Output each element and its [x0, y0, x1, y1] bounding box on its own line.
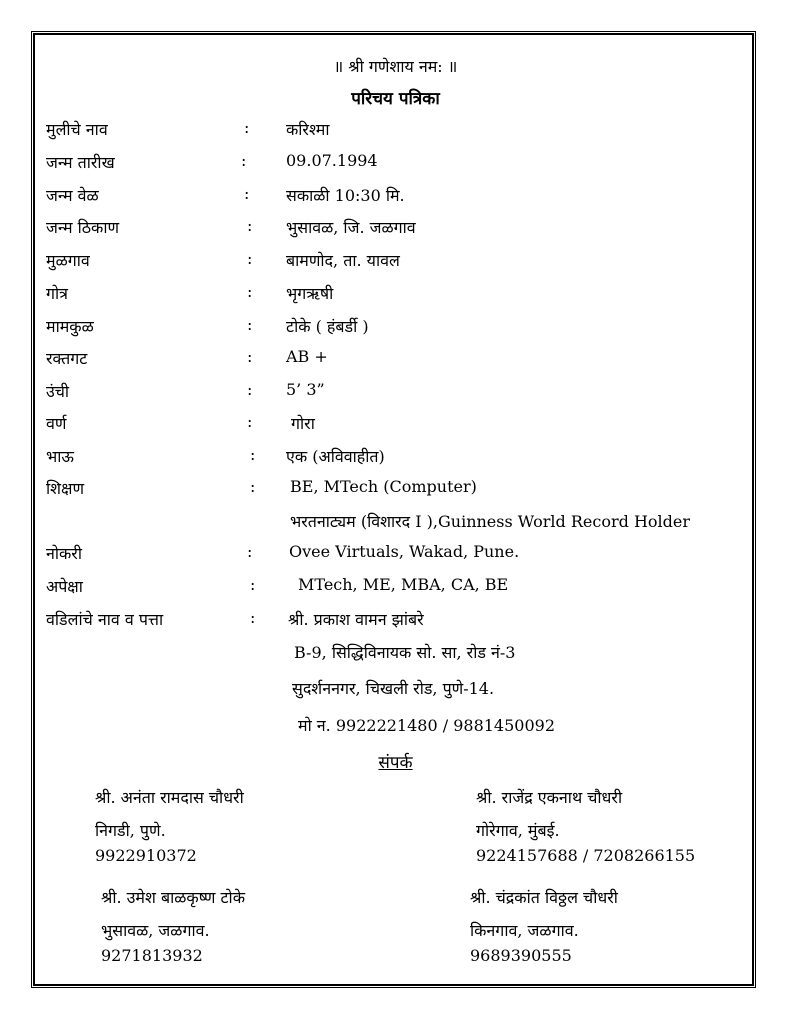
detail-value: BE, MTech (Computer) [290, 477, 477, 496]
detail-label: गोत्र [46, 284, 68, 303]
contact-card [95, 786, 244, 873]
detail-row-education [0, 477, 791, 503]
detail-colon: : [247, 282, 253, 301]
address-phone: मो न. 9922221480 / 9881450092 [298, 716, 556, 735]
education-extra: भरतनाट्यम (विशारद I ),Guinness World Record Holder [290, 512, 691, 531]
detail-value: करिश्मा [286, 120, 330, 139]
detail-colon: : [250, 477, 256, 496]
detail-label: नोकरी [46, 544, 83, 563]
contact-name: श्री. चंद्रकांत विठ्ठल चौधरी [470, 888, 618, 907]
contact-place: निगडी, पुणे. [95, 821, 166, 840]
document-title: परिचय पत्रिका [351, 89, 440, 109]
detail-label: वडिलांचे नाव व पत्ता [46, 610, 164, 629]
invocation-line: ॥ श्री गणेशाय नम: ॥ [333, 57, 458, 76]
contact-phone: 9689390555 [470, 946, 572, 965]
detail-colon: : [250, 608, 256, 627]
detail-value: बामणोद, ता. यावल [286, 251, 400, 270]
contact-place: भुसावळ, जळगाव. [101, 921, 210, 940]
detail-value: सकाळी 10:30 मि. [286, 186, 405, 205]
detail-label: जन्म वेळ [46, 186, 99, 205]
detail-label: उंची [46, 382, 70, 401]
detail-label: रक्तगट [46, 349, 88, 368]
detail-colon: : [244, 118, 250, 137]
detail-label: जन्म ठिकाण [46, 218, 120, 237]
contact-place: गोरेगाव, मुंबई. [476, 821, 560, 840]
detail-label: अपेक्षा [46, 577, 83, 596]
contacts-heading [0, 750, 791, 773]
contact-card [470, 886, 618, 973]
contact-name: श्री. उमेश बाळकृष्ण टोके [101, 888, 245, 907]
detail-colon: : [250, 445, 256, 464]
detail-label: शिक्षण [46, 479, 85, 498]
contact-place: किनगाव, जळगाव. [470, 921, 579, 940]
detail-row-birth-place [0, 216, 791, 242]
detail-colon: : [244, 184, 250, 203]
detail-colon: : [247, 412, 253, 431]
detail-row-native-village [0, 249, 791, 275]
detail-value: श्री. प्रकाश वामन झांबरे [288, 610, 424, 629]
detail-row-expectation [0, 575, 791, 601]
detail-row-height [0, 380, 791, 406]
detail-colon: : [247, 347, 253, 366]
detail-colon: : [247, 249, 253, 268]
detail-row-name [0, 118, 791, 144]
detail-row-job [0, 542, 791, 568]
contact-phone: 9922910372 [95, 846, 197, 865]
detail-row-gotra [0, 282, 791, 308]
detail-colon: : [250, 575, 256, 594]
detail-row-blood-group [0, 347, 791, 373]
detail-value: AB + [286, 347, 328, 366]
detail-label: वर्ण [46, 414, 67, 433]
detail-colon: : [241, 151, 247, 170]
detail-value: टोके ( हंबर्डी ) [286, 317, 369, 336]
detail-value: एक (अविवाहीत) [286, 447, 385, 466]
detail-row-mamkul [0, 315, 791, 341]
detail-colon: : [247, 216, 253, 235]
detail-row-brother [0, 445, 791, 471]
contacts-heading-text: संपर्क [378, 753, 413, 773]
detail-colon: : [247, 315, 253, 334]
detail-value: भृगऋषी [286, 284, 334, 303]
detail-value: 5’ 3” [286, 380, 325, 399]
detail-label: मुलीचे नाव [46, 120, 108, 139]
contact-card [101, 886, 245, 973]
detail-row-birth-date [0, 151, 791, 177]
contact-name: श्री. राजेंद्र एकनाथ चौधरी [476, 788, 623, 807]
detail-label: मुळगाव [46, 251, 90, 270]
address-line-1: B-9, सिद्धिविनायक सो. सा, रोड नं-3 [294, 643, 516, 662]
detail-row-birth-time [0, 184, 791, 210]
detail-value: Ovee Virtuals, Wakad, Pune. [289, 542, 520, 561]
address-line-2: सुदर्शननगर, चिखली रोड, पुणे-14. [292, 679, 495, 698]
detail-colon: : [247, 542, 253, 561]
detail-label: मामकुळ [46, 317, 94, 336]
detail-value: 09.07.1994 [286, 151, 378, 170]
detail-row-father [0, 608, 791, 634]
detail-label: भाऊ [46, 447, 74, 466]
contact-card [476, 786, 695, 873]
contact-phone: 9224157688 / 7208266155 [476, 846, 696, 865]
detail-value: गोरा [291, 414, 315, 433]
contact-phone: 9271813932 [101, 946, 203, 965]
detail-value: भुसावळ, जि. जळगाव [286, 218, 416, 237]
detail-value: MTech, ME, MBA, CA, BE [298, 575, 509, 594]
detail-label: जन्म तारीख [46, 153, 115, 172]
detail-colon: : [247, 380, 253, 399]
detail-row-complexion [0, 412, 791, 438]
contact-name: श्री. अनंता रामदास चौधरी [95, 788, 244, 807]
